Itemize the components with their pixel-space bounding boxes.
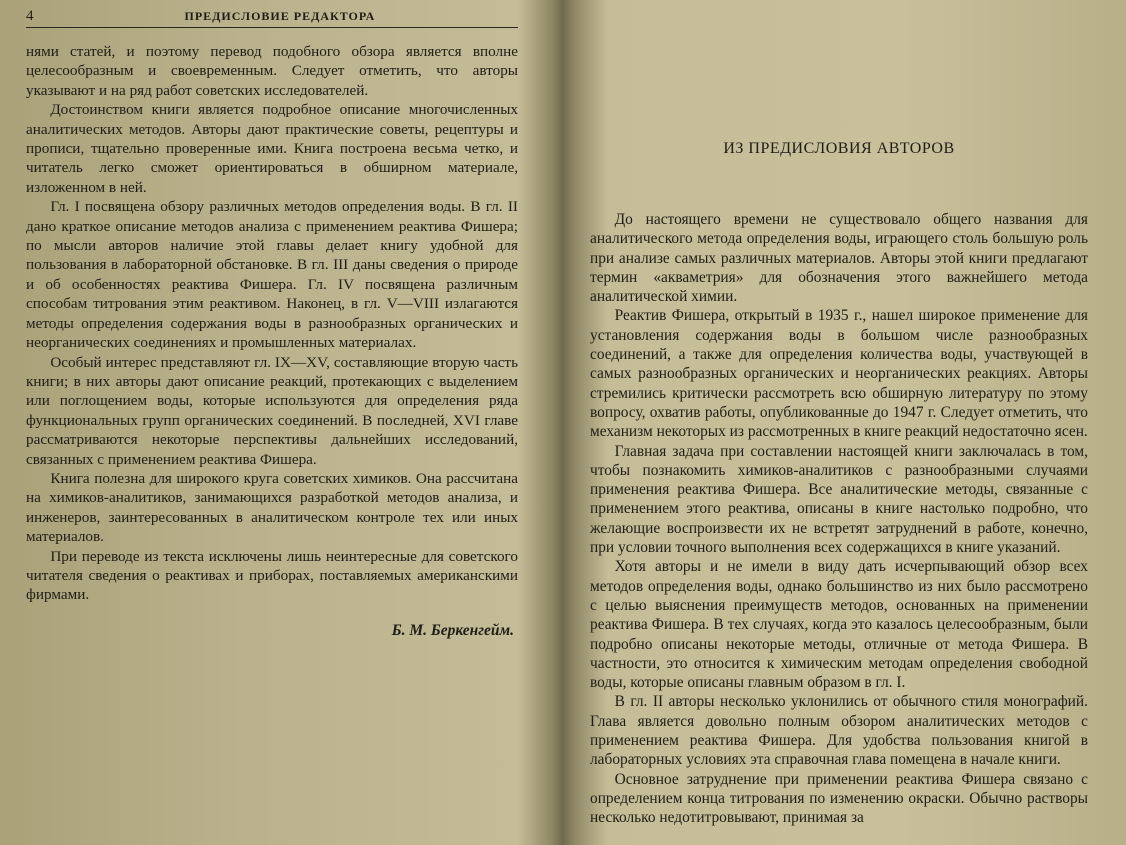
right-paragraph: Главная задача при составлении настоящей книги заключалась в том, чтобы познакомить химиков-аналитиков с разнообразными случаями применения реактива Фишера. Все аналитические методы, связанные с применением этого реактива, описаны в книге настолько подробно, что желающие воспроизвести их не встретят затруднений в работе, конечно, при условии точного выполнения всех содержащихся в книге указаний.	[590, 442, 1088, 557]
right-page	[540, 0, 1126, 845]
left-paragraph: Особый интерес представляют гл. IX—XV, составляющие вторую часть книги; в них авторы дают описание реакций, протекающих с выделением или поглощением воды, которые используются для определения ряда функциональных групп органических соединений. В последней, XVI главе рассматриваются некоторые перспективы дальнейших исследований, связанных с применением реактива Фишера.	[26, 353, 518, 468]
chapter-title: ИЗ ПРЕДИСЛОВИЯ АВТОРОВ	[723, 140, 955, 157]
left-paragraph: нями статей, и поэтому перевод подобного обзора является вполне целесообразным и своевременным. Следует отметить, что авторы указывают и на ряд работ советских исследователей.	[26, 43, 518, 99]
editor-signature: Б. М. Беркенгейм.	[391, 621, 514, 639]
right-paragraph: В гл. II авторы несколько уклонились от обычного стиля монографий. Глава является довольно полным обзором аналитических методов с применением реактива Фишера. Для удобства пользования книгой в лабораторных условиях эта справочная глава помещена в начале книги.	[590, 693, 1088, 769]
page-number: 4	[26, 8, 35, 24]
running-head	[26, 8, 518, 28]
right-paragraph: Основное затруднение при применении реактива Фишера связано с определением конца титрования по изменению окраски. Обычно растворы несколько недотитровывают, принимая за	[590, 770, 1088, 827]
left-paragraph: Книга полезна для широкого круга советских химиков. Она рассчитана на химиков-аналитиков, занимающихся разработкой методов анализа, и инженеров, заинтересованных в аналитическом контроле тех или иных материалов.	[26, 469, 518, 546]
right-paragraph: До настоящего времени не существовало общего названия для аналитического метода определения воды, играющего столь большую роль при анализе самых различных материалов. Авторы этой книги предлагают термин «акваметрия» для обозначения этого важнейшего метода аналитической химии.	[590, 211, 1088, 306]
left-page	[0, 0, 540, 845]
left-paragraph: При переводе из текста исключены лишь неинтересные для советского читателя сведения о реактивах и приборах, поставляемых американскими фирмами.	[26, 547, 518, 604]
running-head-title: ПРЕДИСЛОВИЕ РЕДАКТОРА	[184, 9, 376, 23]
right-paragraph: Хотя авторы и не имели в виду дать исчерпывающий обзор всех методов определения воды, однако большинство из них было рассмотрено с целью выяснения преимуществ методов, основанных на применении реактива Фишера. В тех случаях, когда это казалось целесообразным, были подробно описаны некоторые методы, отличные от метода Фишера. В частности, это относится к химическим методам определения свободной воды, которые описаны главным образом в гл. I.	[590, 558, 1088, 692]
left-paragraph: Гл. I посвящена обзору различных методов определения воды. В гл. II дано краткое описание методов анализа с применением реактива Фишера; по мысли авторов наличие этой главы делает книгу удобной для пользования в лабораторной обстановке. В гл. III даны сведения о природе и об особенностях реактива Фишера. Гл. IV посвящена различным способам титрования этим реактивом. Наконец, в гл. V—VIII излагаются методы определения содержания воды в разнообразных органических и неорганических соединениях и промышленных материалах.	[26, 198, 518, 352]
right-paragraph: Реактив Фишера, открытый в 1935 г., нашел широкое применение для установления содержания воды в большом числе разнообразных соединений, а также для определения количества воды, участвующей в самых разнообразных органических и неорганических реакциях. Авторы стремились критически рассмотреть всю обширную литературу по этому вопросу, охватив работы, опубликованные до 1947 г. Следует отметить, что механизм некоторых из рассмотренных в книге реакций недостаточно ясен.	[590, 307, 1088, 441]
left-paragraph: Достоинством книги является подробное описание многочисленных аналитических методов. Авторы дают практические советы, рецептуры и прописи, тщательно проверенные ими. Книга построена весьма четко, и читатель легко сможет ориентироваться в обширном материале, изложенном в ней.	[26, 101, 518, 196]
